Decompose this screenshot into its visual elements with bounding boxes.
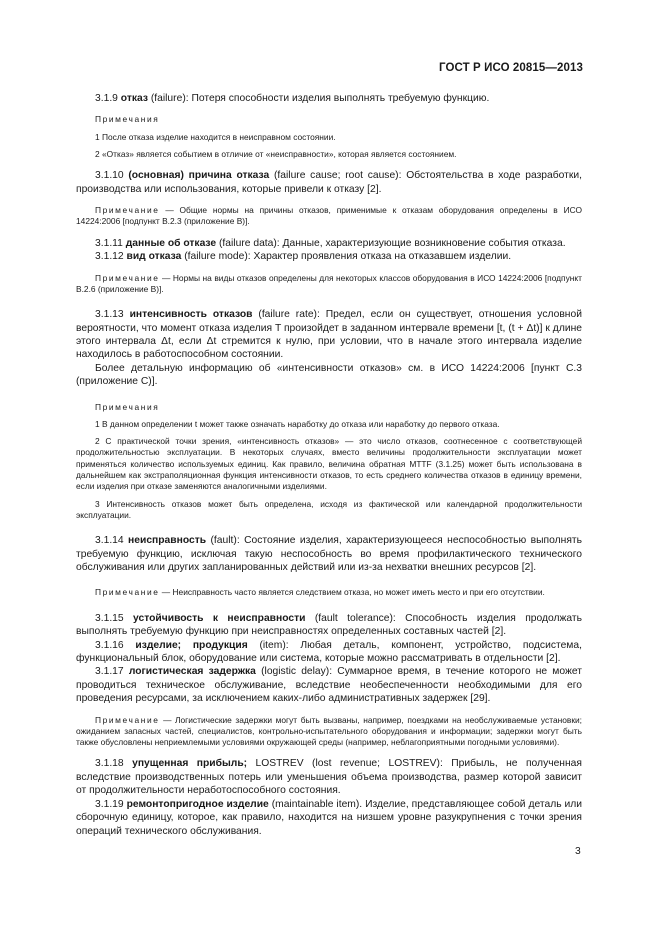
spacer xyxy=(76,105,582,114)
term-number: 3.1.16 xyxy=(95,639,124,651)
term-name: устойчивость к неисправности xyxy=(133,612,306,624)
notes-heading xyxy=(76,114,582,125)
notes-heading-label: Примечания xyxy=(95,401,160,412)
spacer xyxy=(76,748,582,757)
term-number: 3.1.10 xyxy=(95,170,124,182)
note-item: 1 В данном определении t может также означать наработку до отказа или наработку до первого отказа. xyxy=(95,418,500,429)
term-definition xyxy=(76,612,582,639)
note-label: Примечание xyxy=(95,714,160,725)
spacer xyxy=(76,228,582,237)
document-body xyxy=(76,92,582,838)
note-label: Примечание xyxy=(95,587,160,598)
notes-heading xyxy=(76,402,582,413)
spacer xyxy=(76,264,582,273)
term-text: (logistic delay): Суммарное время, в течение которого не может проводиться техническое обслуживание, вследствие необеспеченности необходимыми для его проведения ресурсами, за исключением каких-либо административных задержек [29]. xyxy=(76,666,582,705)
term-number: 3.1.18 xyxy=(95,758,124,770)
note-item: 3 Интенсивность отказов может быть определена, исходя из фактической или календарной продолжительности эксплуатации. xyxy=(76,498,582,520)
spacer xyxy=(76,160,582,169)
note xyxy=(76,587,582,598)
term-text: (failure): Потеря способности изделия выполнять требуемую функцию. xyxy=(147,93,490,104)
note-label: Примечание xyxy=(95,272,160,283)
term-name: неисправность xyxy=(128,535,207,547)
term-name: ремонтопригодное изделие xyxy=(126,798,269,810)
term-definition xyxy=(76,534,582,574)
term-number: 3.1.19 xyxy=(95,798,124,810)
term-definition xyxy=(76,798,582,838)
term-name: вид отказа xyxy=(126,251,182,263)
term-name: логистическая задержка xyxy=(128,666,256,678)
spacer xyxy=(76,599,582,612)
term-text: (failure cause; root cause): Обстоятельства в ходе разработки, производства или использования, которые привели к отказу [2]. xyxy=(76,170,582,195)
term-name: (основная) причина отказа xyxy=(128,170,270,182)
paragraph: Более детальную информацию об «интенсивности отказов» см. в ИСО 14224:2006 [пункт C.3 (приложение C)]. xyxy=(76,362,582,388)
term-number: 3.1.14 xyxy=(95,535,124,547)
term-definition xyxy=(76,250,582,263)
term-text: (maintainable item). Изделие, представляющее собой деталь или сборочную единицу, которое, как правило, находится на низшем уровне разукрупнения с точки зрения операций технического обслуживания. xyxy=(76,798,582,837)
term-definition xyxy=(76,665,582,705)
term-text: (fault): Состояние изделия, характеризующееся неспособностью выполнять требуемую функцию, исключая такую неспособность во время профилактического технического обслуживания или других запланированных действий или из-за нехватки внешних ресурсов [2]. xyxy=(76,535,582,574)
term-text: (failure mode): Характер проявления отказа на отказавшем изделии. xyxy=(181,251,512,263)
term-name: отказ xyxy=(120,93,148,104)
term-number: 3.1.13 xyxy=(95,309,124,321)
notes-heading-label: Примечания xyxy=(95,114,160,125)
spacer xyxy=(76,521,582,534)
note-text: — Нормы на виды отказов определены для некоторых классов оборудования в ИСО 14224:2006 [подпункт B.2.6 (приложение B)]. xyxy=(76,272,582,294)
term-definition xyxy=(76,757,582,797)
term-name: упущенная прибыль; xyxy=(132,758,248,770)
spacer xyxy=(76,574,582,587)
note-item: 2 «Отказ» является событием в отличие от «неисправности», которая является состоянием. xyxy=(95,149,457,159)
note xyxy=(76,715,582,749)
note xyxy=(76,205,582,228)
term-text: (fault tolerance): Способность изделия продолжать выполнять требуемую функцию при неисправностях определенных составных частей [2]. xyxy=(76,612,582,638)
spacer xyxy=(76,706,582,715)
term-name: изделие; продукция xyxy=(135,639,248,651)
term-definition xyxy=(76,169,582,196)
note-item: 2 С практической точки зрения, «интенсивность отказов» — это число отказов, соотнесенное с соответствующей продолжительностью эксплуатации. В некоторых случаях, вместо величины продолжительности эксплуатации может применяться количество используемых единиц. Как правило, величина обратная MTTF (3.1.25) может быть использована в дальнейшем как экстраполяционная функция интенсивности отказов, то есть среднего количества отказов в единицу времени, если изделия при отказе заменяются аналогичными изделиями. xyxy=(76,436,582,492)
spacer xyxy=(76,196,582,205)
term-name: интенсивность отказов xyxy=(129,309,253,321)
term-definition xyxy=(76,639,582,666)
term-text: (failure rate): Предел, если он существует, отношения условной вероятности, что момент отказа изделия T произойдет в заданном интервале времени [t, (t + Δt)] к длине этого интервала Δt, если Δt стремится к нулю, при условии, что в начале этого интервала изделие находилось в работоспособном состоянии. xyxy=(76,309,582,361)
term-name: данные об отказе xyxy=(125,237,217,249)
term-definition xyxy=(76,308,582,362)
spacer xyxy=(76,389,582,402)
page-number: 3 xyxy=(575,846,581,857)
note xyxy=(76,273,582,296)
term-number: 3.1.15 xyxy=(95,612,124,624)
note-item: 1 После отказа изделие находится в неисправном состоянии. xyxy=(95,131,336,142)
term-number: 3.1.11 xyxy=(95,237,123,249)
term-number: 3.1.12 xyxy=(95,251,124,263)
note-text: — Общие нормы на причины отказов, применимые к отказам оборудования определены в ИСО 14224:2006 [подпункт B.2.3 (приложение B)]. xyxy=(76,205,582,227)
term-definition xyxy=(76,237,582,250)
spacer xyxy=(76,295,582,308)
note-label: Примечание xyxy=(95,205,160,216)
note-text: — Логистические задержки могут быть вызваны, например, поездками на необслуживаемые установки; ожиданием запасных частей, специалистов, контрольно-испытательного оборудования и информации; задержки могут быть также обусловлены неприемлемыми условиями окружающей среды (например, неблагоприятными погодными условиями). xyxy=(76,714,582,748)
term-text: (item): Любая деталь, компонент, устройство, подсистема, функциональный блок, оборудование или система, которые можно рассматривать в отдельности [2]. xyxy=(76,639,582,664)
document-header: ГОСТ Р ИСО 20815—2013 xyxy=(438,62,583,74)
term-text: LOSTREV (lost revenue; LOSTREV): Прибыль, не полученная вследствие производственных потерь или уменьшения объема производства, размер которой зависит от продолжительности неработоспособного состояния. xyxy=(76,758,582,797)
term-text: (failure data): Данные, характеризующие возникновение события отказа. xyxy=(216,237,566,249)
term-definition xyxy=(76,92,582,105)
term-number: 3.1.9 xyxy=(95,93,118,104)
note-text: — Неисправность часто является следствием отказа, но может иметь место и при его отсутствии. xyxy=(159,587,545,598)
term-number: 3.1.17 xyxy=(95,666,124,678)
